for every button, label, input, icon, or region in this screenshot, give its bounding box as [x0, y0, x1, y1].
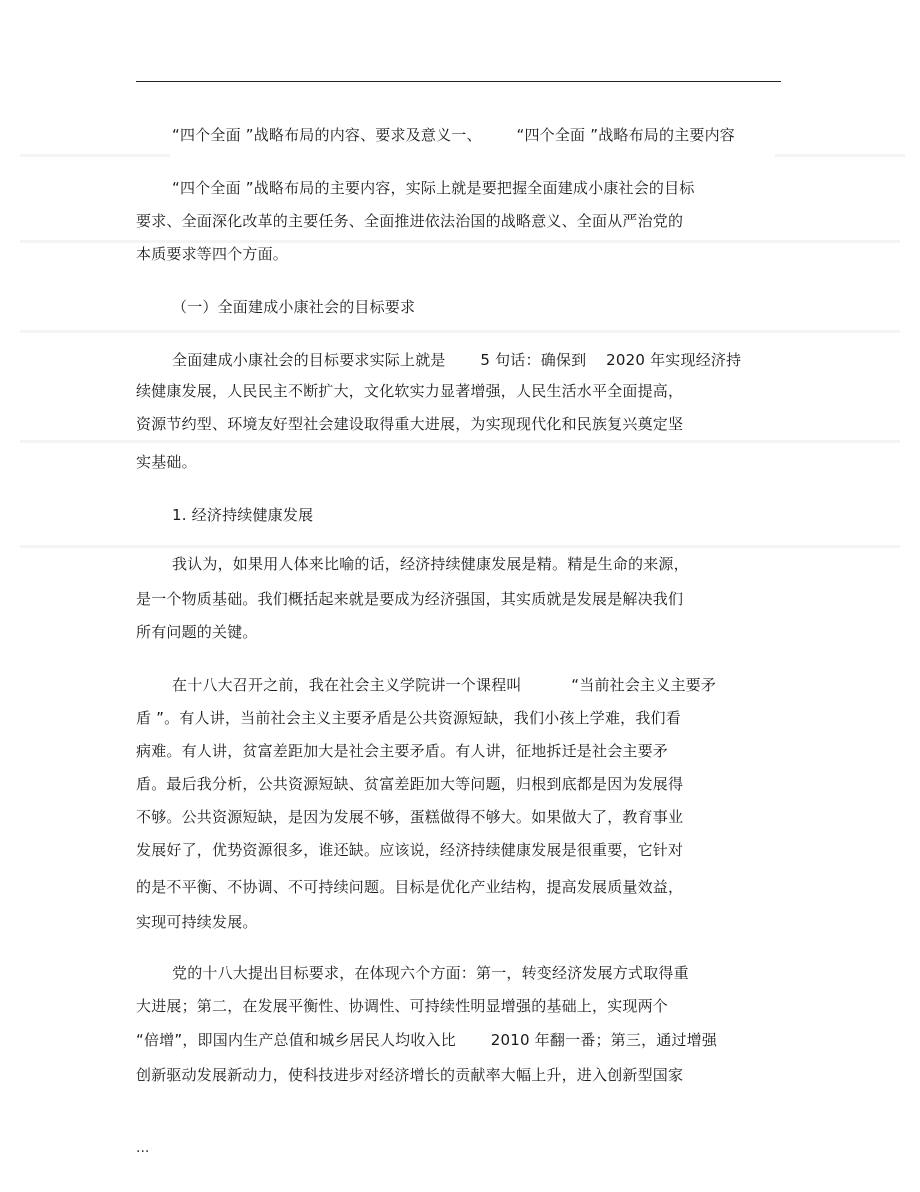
scan-artifact [20, 440, 900, 443]
para-line: 所有问题的关键。 [136, 623, 258, 641]
subsection-heading: 1. 经济持续健康发展 [172, 506, 314, 524]
para-line: 全面建成小康社会的目标要求实际上就是 5 句话：确保到 2020 年实现经济持 [172, 351, 742, 369]
para-line: 大进展；第二，在发展平衡性、协调性、可持续性明显增强的基础上，实现两个 [136, 997, 669, 1015]
para-line: 要求、全面深化改革的主要任务、全面推进依法治国的战略意义、全面从严治党的 [136, 212, 684, 230]
scan-artifact [20, 154, 170, 157]
para-line: 病难。有人讲，贫富差距加大是社会主要矛盾。有人讲，征地拆迁是社会主要矛 [136, 742, 669, 760]
continuation-marker: ... [136, 1140, 150, 1156]
para-line: “四个全面 ”战略布局的主要内容，实际上就是要把握全面建成小康社会的目标 [172, 179, 695, 197]
title-line: “四个全面 ”战略布局的内容、要求及意义一、 “四个全面 ”战略布局的主要内容 [172, 126, 735, 144]
para-line: 资源节约型、环境友好型社会建设取得重大进展，为实现现代化和民族复兴奠定坚 [136, 415, 684, 433]
para-line: 在十八大召开之前，我在社会主义学院讲一个课程叫 “当前社会主义主要矛 [172, 676, 717, 694]
para-line: 盾 ”。有人讲，当前社会主义主要矛盾是公共资源短缺，我们小孩上学难，我们看 [136, 709, 681, 727]
para-line: 创新驱动发展新动力，使科技进步对经济增长的贡献率大幅上升，进入创新型国家 [136, 1066, 684, 1084]
para-line: 发展好了，优势资源很多，谁还缺。应该说，经济持续健康发展是很重要，它针对 [136, 841, 684, 859]
para-line: 是一个物质基础。我们概括起来就是要成为经济强国，其实质就是发展是解决我们 [136, 590, 684, 608]
para-line: 党的十八大提出目标要求，在体现六个方面：第一，转变经济发展方式取得重 [172, 964, 689, 982]
para-line: 不够。公共资源短缺，是因为发展不够，蛋糕做得不够大。如果做大了，教育事业 [136, 808, 684, 826]
para-line: “倍增”，即国内生产总值和城乡居民人均收入比 2010 年翻一番；第三，通过增强 [136, 1031, 718, 1049]
scan-artifact [20, 240, 900, 243]
scan-artifact [775, 154, 905, 157]
para-line: 本质要求等四个方面。 [136, 245, 289, 263]
para-line: 盾。最后我分析，公共资源短缺、贫富差距加大等问题，归根到底都是因为发展得 [136, 775, 684, 793]
header-rule [136, 81, 781, 82]
section-heading: （一）全面建成小康社会的目标要求 [172, 298, 416, 316]
para-line: 实现可持续发展。 [136, 913, 258, 931]
scan-artifact [20, 545, 900, 548]
para-line: 的是不平衡、不协调、不可持续问题。目标是优化产业结构，提高发展质量效益， [136, 878, 684, 896]
para-line: 我认为，如果用人体来比喻的话，经济持续健康发展是精。精是生命的来源， [172, 555, 689, 573]
scan-artifact [20, 330, 900, 333]
para-line: 实基础。 [136, 453, 197, 471]
para-line: 续健康发展，人民民主不断扩大，文化软实力显著增强，人民生活水平全面提高， [136, 382, 684, 400]
